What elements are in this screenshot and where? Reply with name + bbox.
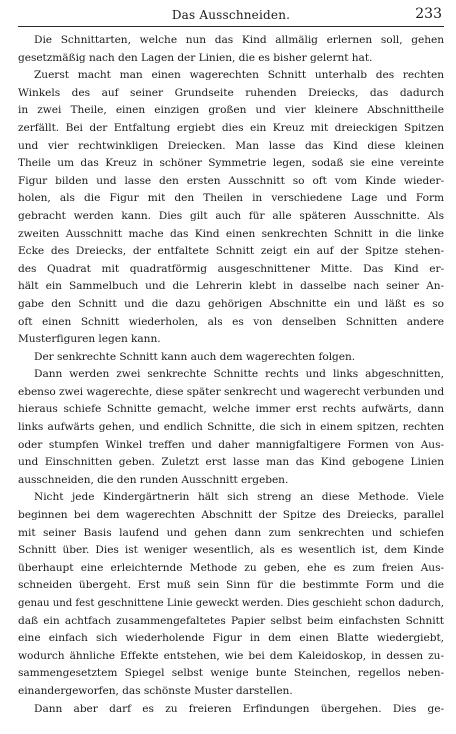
text-line: Winkels des auf seiner Grundseite ruhenden Dreiecks, das dadurch bbox=[18, 86, 444, 99]
text-line: mit seiner Basis laufend und gehen dann zum senkrechten und schiefen bbox=[18, 526, 444, 539]
text-line: eine einfach sich wiederholende Figur in dem einen Blatte wiedergiebt, bbox=[18, 632, 444, 645]
text-line: oder stumpfen Winkel treffen und daher mannigfaltigere Formen von Aus- bbox=[18, 438, 444, 451]
text-line: zweiten Ausschnitt mache das Kind einen senkrechten Schnitt in die linke bbox=[18, 227, 444, 240]
text-line: wodurch ähnliche Effekte entstehen, wie bei dem Kaleidoskop, in dessen zu- bbox=[18, 649, 444, 662]
text-line: hält ein Sammelbuch und die Lehrerin klebt in dasselbe nach seiner An- bbox=[18, 280, 444, 293]
text-line: zerfällt. Bei der Entfaltung ergiebt dies ein Kreuz mit dreieckigen Spitzen bbox=[18, 121, 444, 134]
text-line: Zuerst macht man einen wagerechten Schnitt unterhalb des rechten bbox=[34, 69, 444, 82]
text-line: und vier rechtwinkligen Dreiecken. Man lasse das Kind diese kleinen bbox=[18, 139, 444, 152]
text-line: Nicht jede Kindergärtnerin hält sich streng an diese Methode. Viele bbox=[34, 491, 444, 504]
text-line: Theile um das Kreuz in schöner Symmetrie legen, sodaß sie eine vereinte bbox=[18, 157, 444, 170]
text-line: Der senkrechte Schnitt kann auch dem wagerechten folgen. bbox=[34, 350, 356, 363]
text-line: Ecke des Dreiecks, der entfaltete Schnitt zeigt ein auf der Spitze stehen- bbox=[18, 245, 444, 258]
text-line: und Einschnitten geben. Zuletzt erst lasse man das Kind gebogene Linien bbox=[18, 456, 444, 469]
text-line: sammengesetztem Spiegel selbst wenige bunte Steinchen, regellos neben- bbox=[18, 667, 444, 680]
text-line: Dann werden zwei senkrechte Schnitte rechts und links abgeschnitten, bbox=[34, 368, 444, 381]
text-line: links aufwärts gehen, und endlich Schnitte, die sich in einem spitzen, rechten bbox=[18, 421, 444, 434]
text-line: in zwei Theile, einen einzigen großen und vier kleinere Abschnittheile bbox=[18, 104, 444, 117]
text-line: überhaupt eine erleichternde Methode zu geben, ehe es zum freien Aus- bbox=[18, 561, 444, 574]
text-line: Figur bilden und lasse den ersten Ausschnitt so oft vom Kinde wieder- bbox=[18, 174, 444, 187]
text-line: Musterfiguren legen kann. bbox=[18, 333, 161, 346]
text-line: Dann aber darf es zu freieren Erfindungen übergehen. Dies ge- bbox=[34, 702, 444, 715]
text-line: ausschneiden, die den runden Ausschnitt ergeben. bbox=[18, 473, 289, 486]
text-line: gesetzmäßig nach den Lagen der Linien, die es bisher gelernt hat. bbox=[18, 51, 373, 64]
text-line: beginnen bei dem wagerechten Abschnitt der Spitze des Dreiecks, parallel bbox=[18, 509, 444, 522]
text-line: des Quadrat mit quadratförmig ausgeschnittener Mitte. Das Kind er- bbox=[18, 262, 444, 275]
text-line: gabe den Schnitt und die dazu gehörigen Abschnitte ein und läßt es so bbox=[18, 297, 444, 310]
text-line: oft einen Schnitt wiederholen, als es von denselben Schnitten andere bbox=[18, 315, 444, 328]
text-line: holen, als die Figur mit den Theilen in verschiedene Lage und Form bbox=[18, 192, 444, 205]
text-line: ebenso zwei wagerechte, diese später senkrecht und wagerecht verbunden und bbox=[18, 385, 444, 398]
text-line: daß ein achtfach zusammengefaltetes Papier selbst beim einfachsten Schnitt bbox=[18, 614, 444, 627]
text-line: gebracht werden kann. Dies gilt auch für alle späteren Ausschnitte. Als bbox=[18, 209, 444, 222]
text-line: Schnitt über. Dies ist weniger wesentlich, als es wesentlich ist, dem Kinde bbox=[18, 544, 444, 557]
text-line: einandergeworfen, das schönste Muster darstellen. bbox=[18, 684, 293, 697]
running-title: Das Ausschneiden. bbox=[171, 8, 291, 22]
text-line: Die Schnittarten, welche nun das Kind allmälig erlernen soll, gehen bbox=[34, 34, 444, 46]
text-line: hieraus schiefe Schnitte gemacht, welche immer erst rechts aufwärts, dann bbox=[18, 403, 444, 416]
body-text bbox=[18, 32, 444, 718]
running-header bbox=[18, 4, 444, 27]
text-line: schneiden übergeht. Erst muß sein Sinn für die bestimmte Form und die bbox=[18, 579, 444, 592]
page-number: 233 bbox=[415, 6, 442, 22]
text-line: genau und fest geschnittene Linie geweckt werden. Dies geschieht schon dadurch, bbox=[18, 598, 444, 609]
